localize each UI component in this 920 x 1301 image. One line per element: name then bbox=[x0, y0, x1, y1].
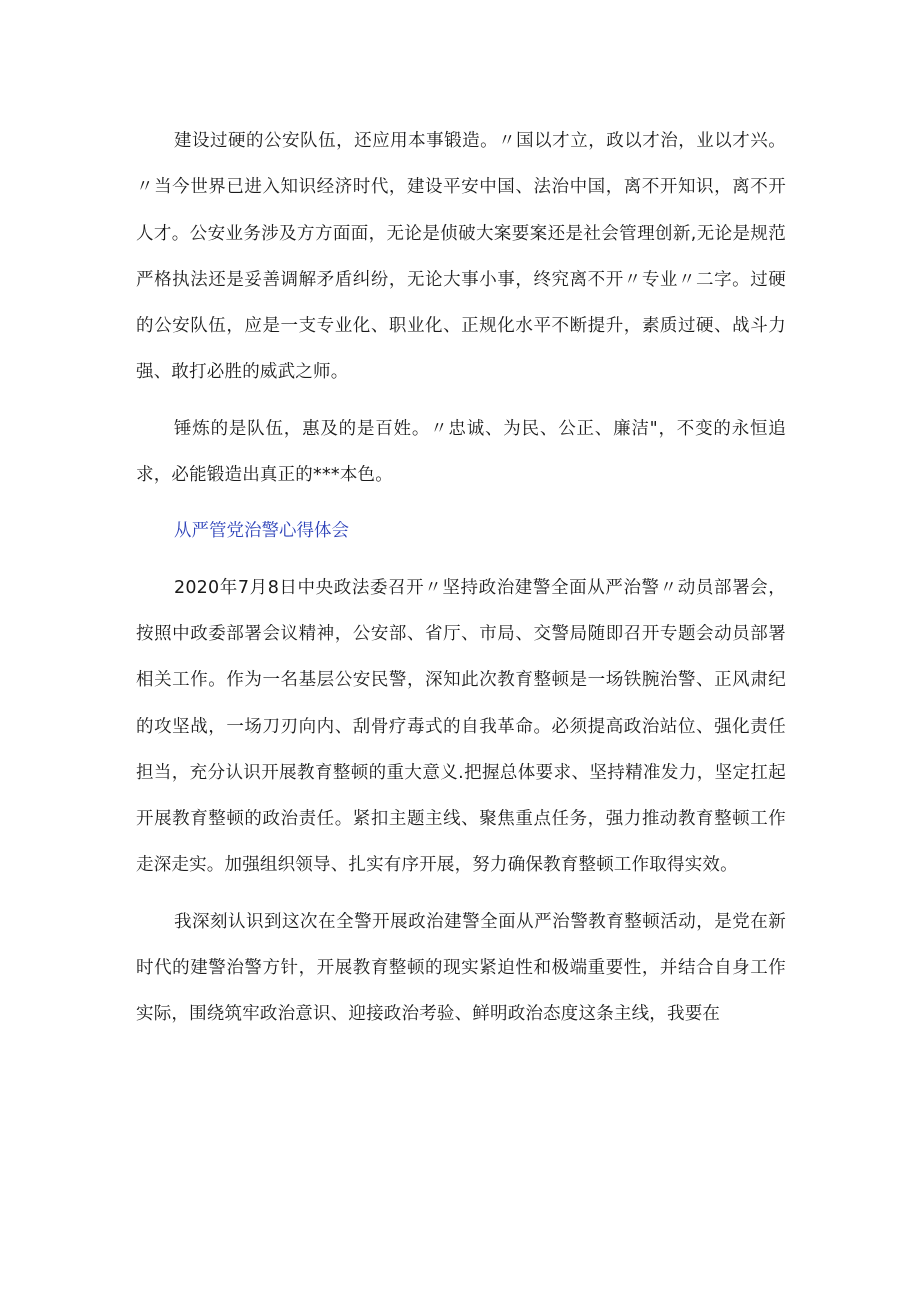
document-body bbox=[136, 118, 786, 1038]
paragraph-understanding: 我深刻认识到这次在全警开展政治建警全面从严治警教育整顿活动，是党在新时代的建警治警方针，开展教育整顿的现实紧迫性和极端重要性，并结合自身工作实际，围绕筑牢政治意识、迎接政治考验、鲜明政治态度这条主线，我要在 bbox=[136, 911, 786, 1025]
paragraph-meeting: 2020年7月8日中央政法委召开〃坚持政治建警全面从严治警〃动员部署会，按照中政委部署会议精神，公安部、省厅、市局、交警局随即召开专题会动员部署相关工作。作为一名基层公安民警，深知此次教育整顿是一场铁腕治警、正风肃纪的攻坚战，一场刀刃向内、刮骨疗毒式的自我革命。必须提高政治站位、强化责任担当，充分认识开展教育整顿的重大意义.把握总体要求、坚持精准发力，坚定扛起开展教育整顿的政治责任。紧扣主题主线、聚焦重点任务，强力推动教育整顿工作走深走实。加强组织领导、扎实有序开展，努力确保教育整顿工作取得实效。 bbox=[136, 577, 786, 876]
section-heading: 从严管党治警心得体会 bbox=[174, 521, 349, 542]
paragraph-forge-team: 锤炼的是队伍，惠及的是百姓。〃忠诚、为民、公正、廉洁"，不变的永恒追求，必能锻造出真正的***本色。 bbox=[136, 418, 786, 486]
paragraph-skill-forging: 建设过硬的公安队伍，还应用本事锻造。〃国以才立，政以才治，业以才兴。〃当今世界已进入知识经济时代，建设平安中国、法治中国，离不开知识，离不开人才。公安业务涉及方方面面，无论是侦破大案要案还是社会管理创新,无论是规范严格执法还是妥善调解矛盾纠纷，无论大事小事，终究离不开〃专业〃二字。过硬的公安队伍，应是一支专业化、职业化、正规化水平不断提升，素质过硬、战斗力强、敢打必胜的威武之师。 bbox=[136, 131, 786, 383]
